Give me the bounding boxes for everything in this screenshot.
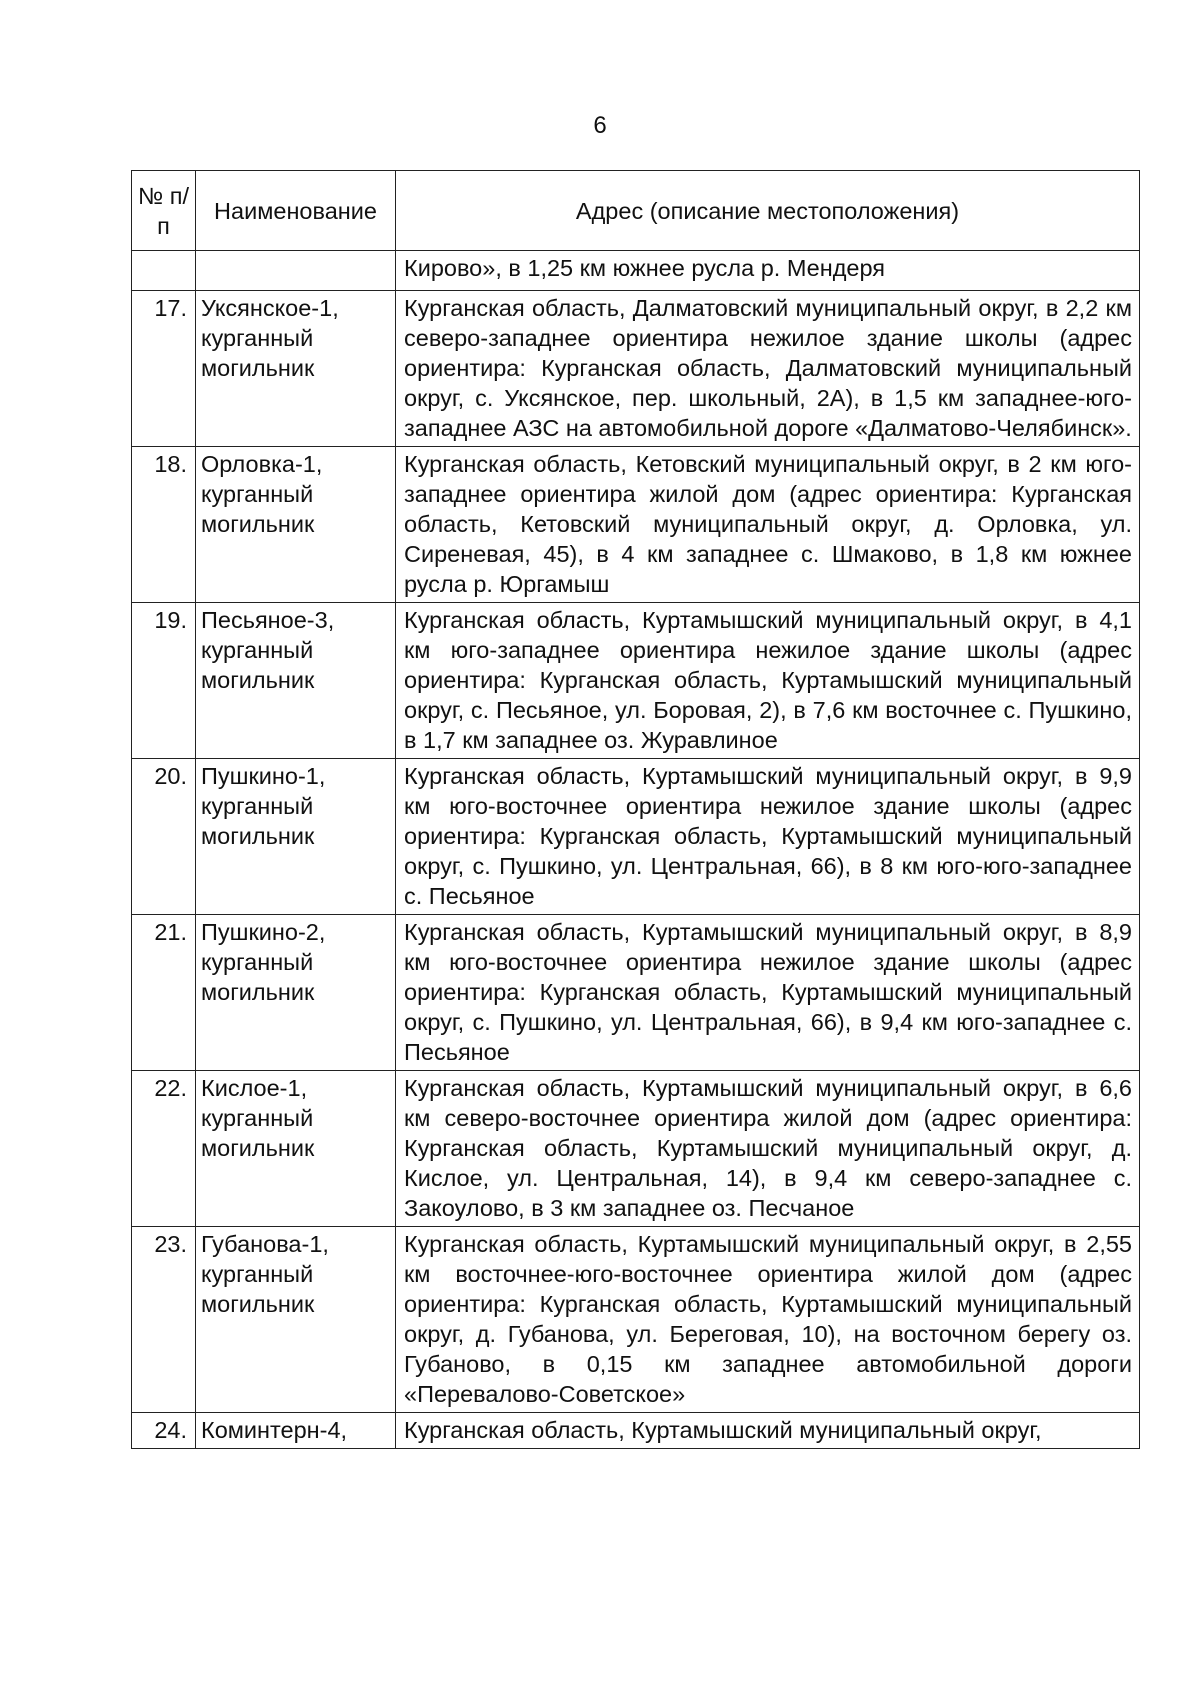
cell-num: [132, 251, 196, 291]
cell-name: [196, 291, 396, 447]
cell-name: [196, 447, 396, 603]
cell-address: Курганская область, Куртамышский муниципальный округ, в 6,6 км северо-восточнее ориентира жилой дом (адрес ориентира: Курганская область, Куртамышский муниципальный округ, д. Кислое, ул. Центральная, 14), в 9,4 км северо-западнее с. Закоулово, в 3 км западнее оз. Песчаное: [396, 1071, 1140, 1227]
cell-num: 21.: [132, 915, 196, 1071]
monument-name: Коминтерн-4,: [201, 1417, 348, 1443]
cell-name: [196, 251, 396, 291]
cell-num: 22.: [132, 1071, 196, 1227]
monument-type: курганный могильник: [201, 637, 315, 693]
header-num: № п/п: [132, 171, 196, 251]
header-name: Наименование: [196, 171, 396, 251]
cell-address: Курганская область, Кетовский муниципальный округ, в 2 км юго-западнее ориентира жилой дом (адрес ориентира: Курганская область, Кетовский муниципальный округ, д. Орловка, ул. Сиреневая, 45), в 4 км западнее с. Шмаково, в 1,8 км южнее русла р. Юргамыш: [396, 447, 1140, 603]
cell-num: 23.: [132, 1227, 196, 1413]
cell-address: Курганская область, Далматовский муниципальный округ, в 2,2 км северо-западнее ориентира нежилое здание школы (адрес ориентира: Курганская область, Далматовский муниципальный округ, с. Уксянское, пер. школьный, 2А), в 1,5 км западнее-юго-западнее АЗС на автомобильной дороге «Далматово-Челябинск».: [396, 291, 1140, 447]
cell-name: [196, 603, 396, 759]
cell-address: Курганская область, Куртамышский муниципальный округ, в 4,1 км юго-западнее ориентира нежилое здание школы (адрес ориентира: Курганская область, Куртамышский муниципальный округ, с. Песьяное, ул. Боровая, 2), в 7,6 км восточнее с. Пушкино, в 1,7 км западнее оз. Журавлиное: [396, 603, 1140, 759]
table-row: [132, 1071, 1140, 1227]
table-row: [132, 1227, 1140, 1413]
cell-name: [196, 915, 396, 1071]
table-row: [132, 291, 1140, 447]
monument-type: курганный могильник: [201, 1105, 315, 1161]
cell-address: Курганская область, Куртамышский муниципальный округ, в 8,9 км юго-восточнее ориентира нежилое здание школы (адрес ориентира: Курганская область, Куртамышский муниципальный округ, с. Пушкино, ул. Центральная, 66), в 9,4 км юго-западнее с. Песьяное: [396, 915, 1140, 1071]
table-row: [132, 1413, 1140, 1449]
cell-name: [196, 759, 396, 915]
cell-name: [196, 1227, 396, 1413]
cell-num: 18.: [132, 447, 196, 603]
table-header-row: [132, 171, 1140, 251]
cell-address: Курганская область, Куртамышский муниципальный округ, в 9,9 км юго-восточнее ориентира нежилое здание школы (адрес ориентира: Курганская область, Куртамышский муниципальный округ, с. Пушкино, ул. Центральная, 66), в 8 км юго-юго-западнее с. Песьяное: [396, 759, 1140, 915]
monument-name: Пушкино-2,: [201, 919, 326, 945]
cell-address: Кирово», в 1,25 км южнее русла р. Мендеря: [396, 251, 1140, 291]
monument-type: курганный могильник: [201, 793, 315, 849]
monument-name: Песьяное-3,: [201, 607, 335, 633]
monument-name: Кислое-1,: [201, 1075, 308, 1101]
cell-num: 24.: [132, 1413, 196, 1449]
cell-name: [196, 1413, 396, 1449]
table-row: [132, 915, 1140, 1071]
monument-type: курганный могильник: [201, 949, 315, 1005]
cell-address: Курганская область, Куртамышский муниципальный округ, в 2,55 км восточнее-юго-восточнее ориентира жилой дом (адрес ориентира: Курганская область, Куртамышский муниципальный округ, д. Губанова, ул. Береговая, 10), на восточном берегу оз. Губаново, в 0,15 км западнее автомобильной дороги «Перевалово-Советское»: [396, 1227, 1140, 1413]
cell-address: Курганская область, Куртамышский муниципальный округ,: [396, 1413, 1140, 1449]
cell-num: 17.: [132, 291, 196, 447]
cell-name: [196, 1071, 396, 1227]
page-number: 6: [593, 112, 607, 139]
table-row: [132, 447, 1140, 603]
monuments-table: [131, 170, 1140, 1449]
monument-name: Уксянское-1,: [201, 295, 339, 321]
monument-type: курганный могильник: [201, 325, 315, 381]
monument-type: курганный могильник: [201, 481, 315, 537]
cell-num: 20.: [132, 759, 196, 915]
monument-type: курганный могильник: [201, 1261, 315, 1317]
table-row: [132, 603, 1140, 759]
monument-name: Орловка-1,: [201, 451, 323, 477]
cell-num: 19.: [132, 603, 196, 759]
monument-name: Пушкино-1,: [201, 763, 326, 789]
table-row-continuation: [132, 251, 1140, 291]
table-row: [132, 759, 1140, 915]
header-address: Адрес (описание местоположения): [396, 171, 1140, 251]
monument-name: Губанова-1,: [201, 1231, 329, 1257]
